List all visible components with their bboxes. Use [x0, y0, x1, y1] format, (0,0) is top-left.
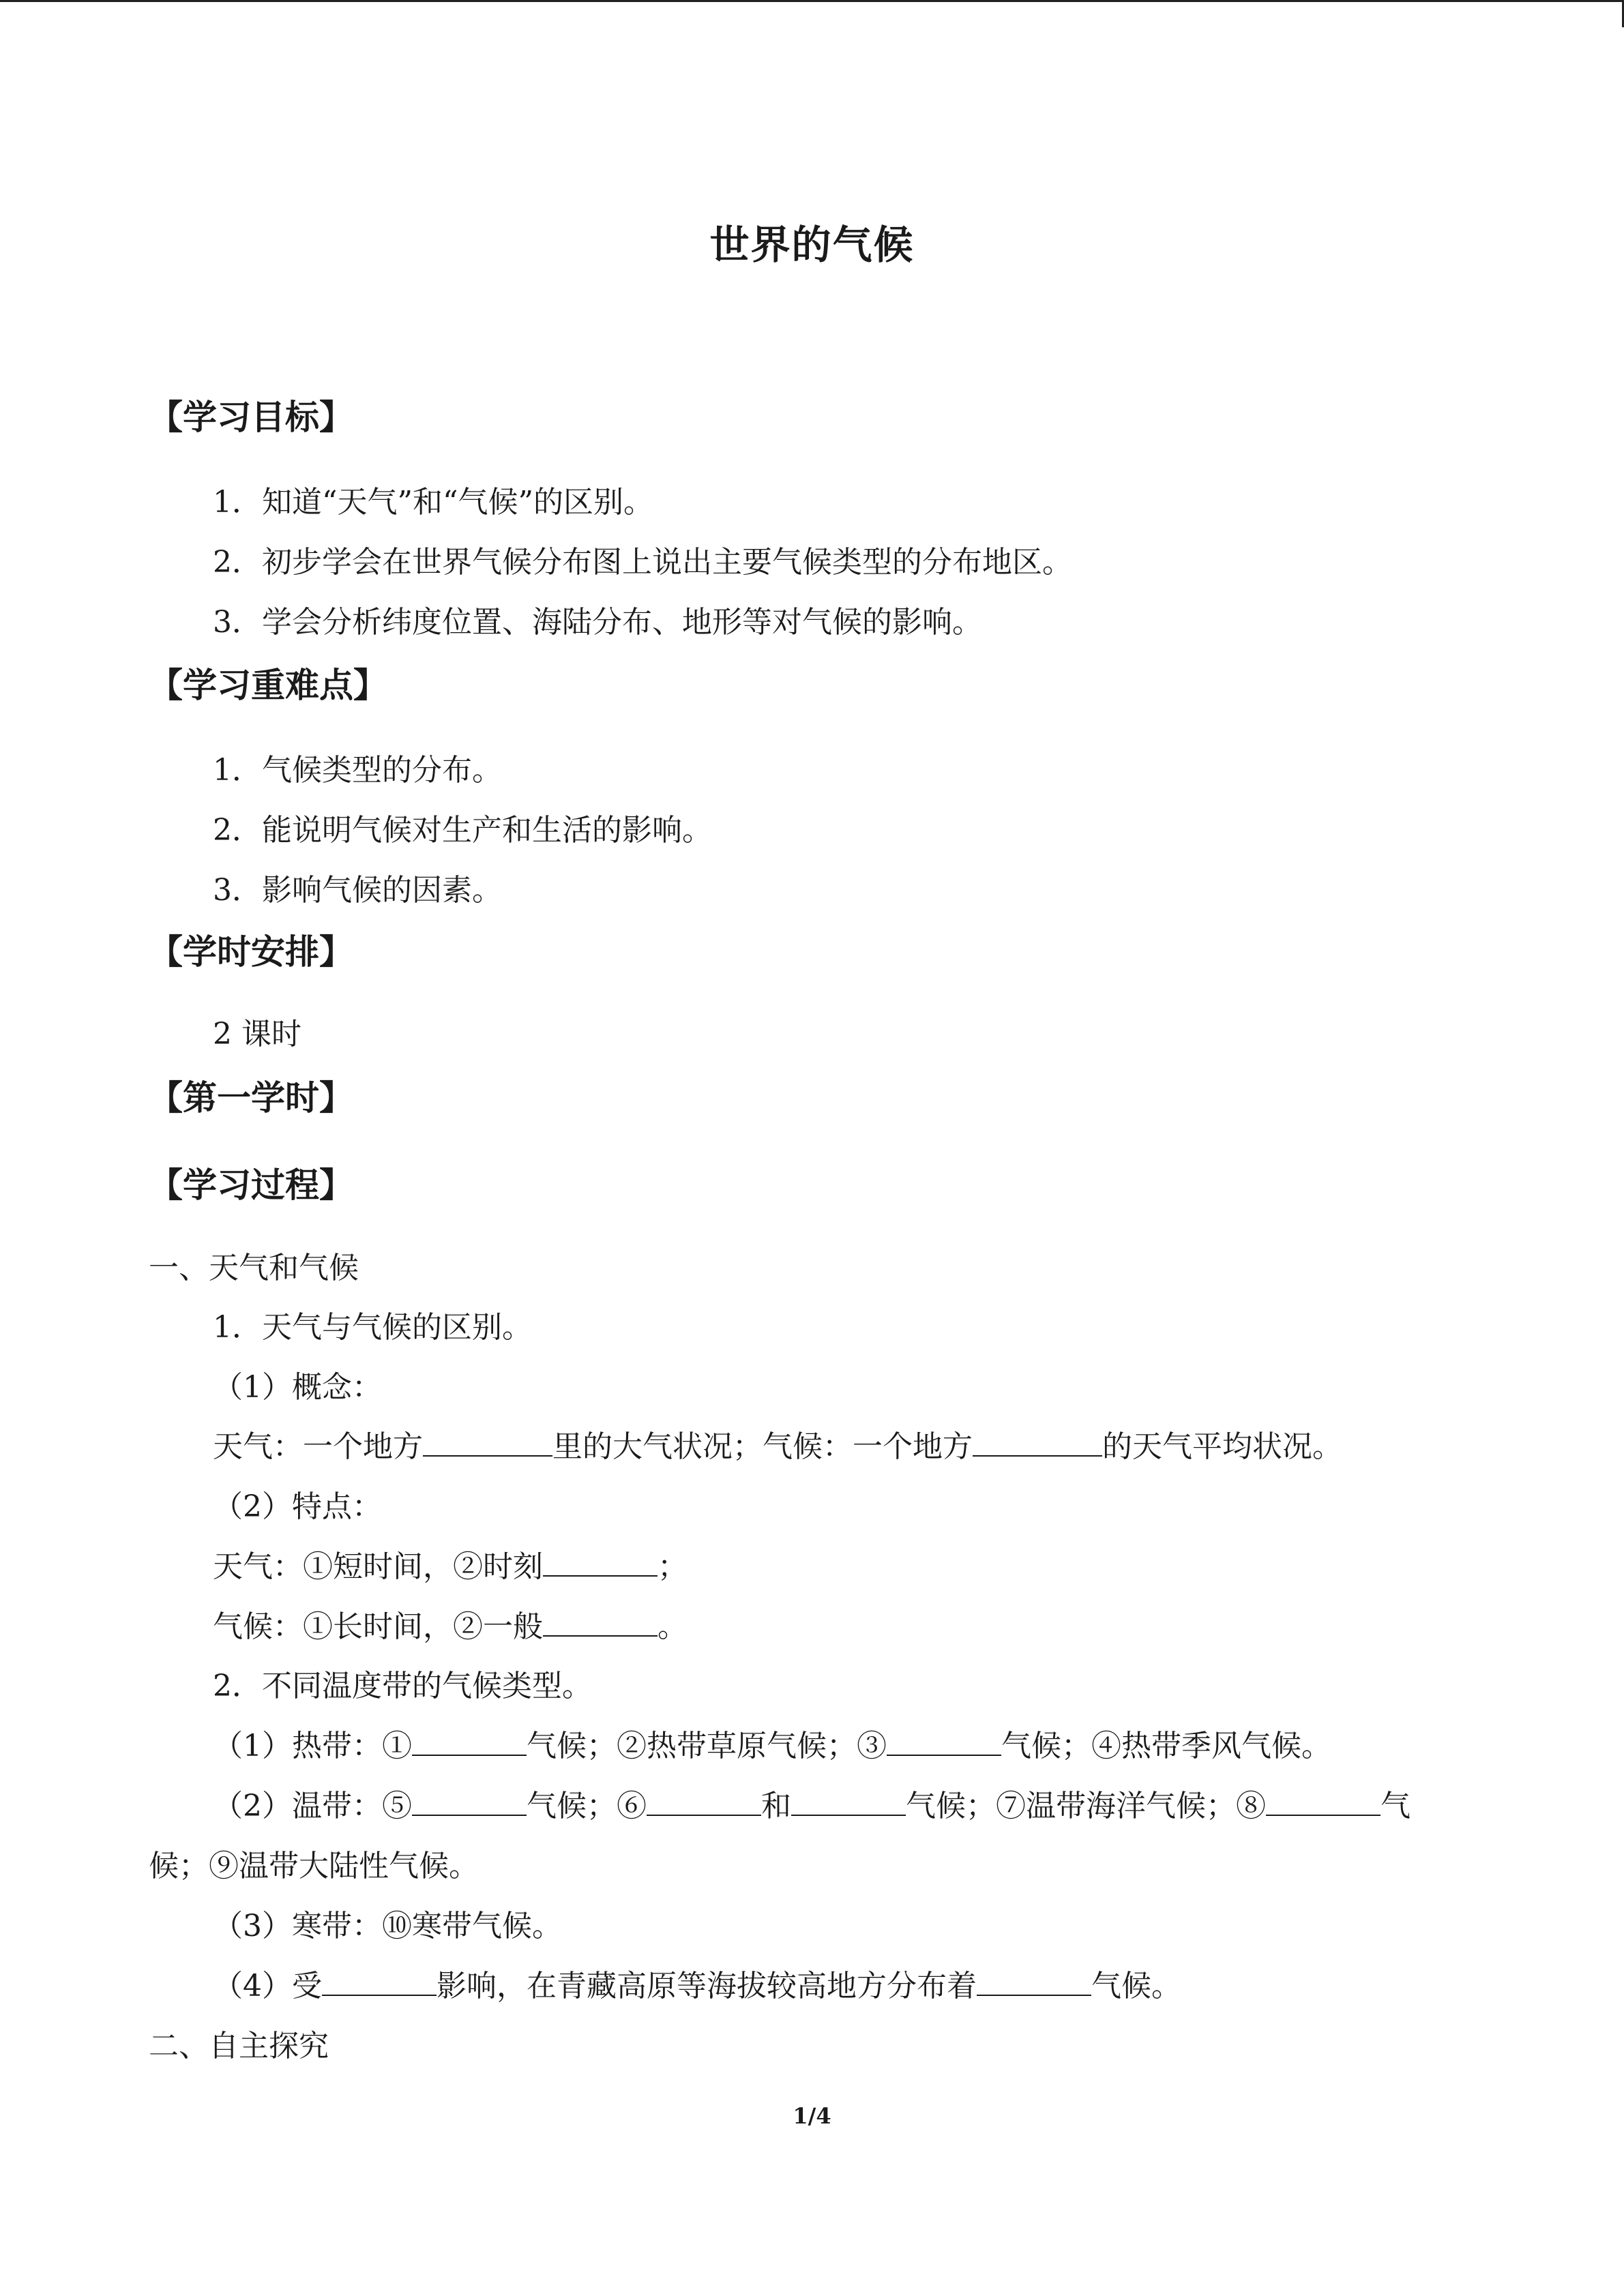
key-point-item-2: 2．能说明气候对生产和生活的影响。 — [213, 813, 712, 848]
text-segment: （2）温带：⑤ — [213, 1789, 412, 1823]
fill-blank[interactable] — [977, 1967, 1091, 1996]
text-segment: ； — [658, 1549, 688, 1584]
fill-blank[interactable] — [543, 1608, 658, 1637]
fill-blank[interactable] — [887, 1727, 1001, 1756]
q1-sub-features: （2）特点： — [213, 1489, 382, 1524]
key-point-item-3: 3．影响气候的因素。 — [213, 873, 502, 908]
fill-blank[interactable] — [322, 1967, 437, 1996]
schedule-text: 2 课时 — [213, 1017, 301, 1052]
heading-schedule: 【学时安排】 — [149, 932, 353, 972]
text-segment: 的天气平均状况。 — [1102, 1429, 1342, 1464]
page-number: 1/4 — [793, 2103, 831, 2129]
fill-blank[interactable] — [543, 1548, 658, 1577]
part2-title: 二、自主探究 — [149, 2029, 329, 2063]
q2-temperate-line-cont: 候；⑨温带大陆性气候。 — [149, 1849, 479, 1883]
text-segment: 气候。 — [1091, 1969, 1181, 2003]
goal-item-1: 1．知道“天气”和“气候”的区别。 — [213, 485, 653, 520]
text-segment: 和 — [761, 1789, 791, 1823]
q1-climate-feature — [213, 1602, 688, 1645]
text-segment: 天气：①短时间，②时刻 — [213, 1549, 543, 1584]
fill-blank[interactable] — [412, 1787, 527, 1816]
q1-sub-concept: （1）概念： — [213, 1370, 382, 1405]
q1-weather-feature — [213, 1542, 688, 1585]
heading-learning-process: 【学习过程】 — [149, 1165, 353, 1205]
part1-title: 一、天气和气候 — [149, 1251, 359, 1285]
text-segment: 天气：一个地方 — [213, 1429, 423, 1464]
q2-temperate-line — [213, 1781, 1411, 1825]
goal-item-2: 2．初步学会在世界气候分布图上说出主要气候类型的分布地区。 — [213, 545, 1072, 580]
q2-tropical-line — [213, 1721, 1331, 1765]
text-segment: 气候；④热带季风气候。 — [1001, 1729, 1331, 1763]
q2-highland-line — [213, 1961, 1181, 2005]
heading-key-points: 【学习重难点】 — [149, 666, 387, 705]
text-segment: 里的大气状况；气候：一个地方 — [552, 1429, 973, 1464]
text-segment: 气候：①长时间，②一般 — [213, 1609, 543, 1644]
goal-item-3: 3．学会分析纬度位置、海陆分布、地形等对气候的影响。 — [213, 605, 982, 640]
q2-cold-line: （3）寒带：⑩寒带气候。 — [213, 1909, 562, 1943]
fill-blank[interactable] — [1266, 1787, 1381, 1816]
q2-title: 2．不同温度带的气候类型。 — [213, 1669, 592, 1703]
q1-title: 1．天气与气候的区别。 — [213, 1310, 532, 1345]
fill-blank[interactable] — [647, 1787, 761, 1816]
fill-blank[interactable] — [412, 1727, 527, 1756]
fill-blank[interactable] — [791, 1787, 906, 1816]
heading-first-period: 【第一学时】 — [149, 1078, 353, 1118]
text-segment: 影响，在青藏高原等海拔较高地方分布着 — [437, 1969, 977, 2003]
heading-learning-goals: 【学习目标】 — [149, 398, 353, 437]
text-segment: 气候；②热带草原气候；③ — [527, 1729, 887, 1763]
text-segment: （4）受 — [213, 1969, 322, 2003]
key-point-item-1: 1．气候类型的分布。 — [213, 753, 502, 788]
q1-concept-line — [213, 1422, 1342, 1465]
text-segment: 气候；⑦温带海洋气候；⑧ — [906, 1789, 1266, 1823]
text-segment: 。 — [658, 1609, 688, 1644]
text-segment: 气 — [1381, 1789, 1411, 1823]
fill-blank[interactable] — [973, 1428, 1102, 1457]
page-title: 世界的气候 — [709, 222, 915, 268]
text-segment: （1）热带：① — [213, 1729, 412, 1763]
text-segment: 气候；⑥ — [527, 1789, 647, 1823]
fill-blank[interactable] — [423, 1428, 552, 1457]
